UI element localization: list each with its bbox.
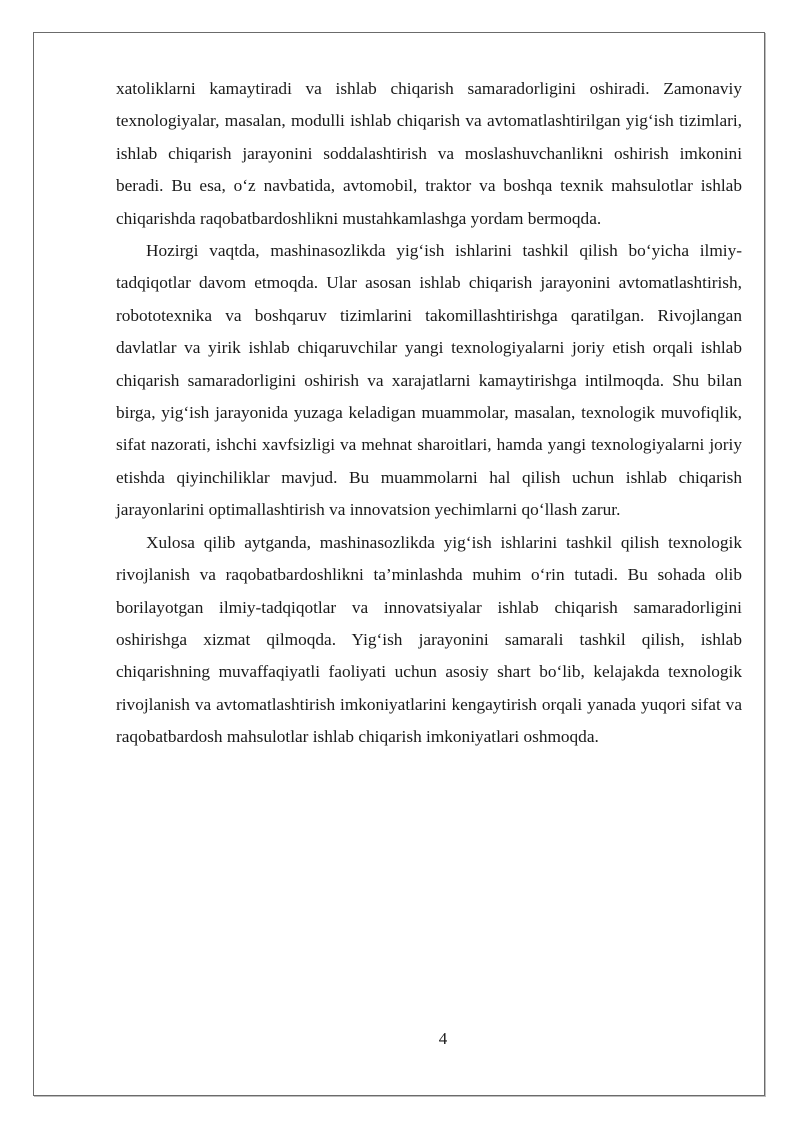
document-body [116, 73, 742, 754]
paragraph-research: Hozirgi vaqtda, mashinasozlikda yig‘ish ishlarini tashkil qilish bo‘yicha ilmiy-tadqiqotlar davom etmoqda. Ular asosan ishlab chiqarish jarayonini avtomatlashtirish, robototexnika va boshqaruv tizimlarini takomillashtirishga qaratilgan. Rivojlangan davlatlar va yirik ishlab chiqaruvchilar yangi texnologiyalarni joriy etish orqali ishlab chiqarish samaradorligini oshirish va xarajatlarni kamaytirishga intilmoqda. Shu bilan birga, yig‘ish jarayonida yuzaga keladigan muammolar, masalan, texnologik muvofiqlik, sifat nazorati, ishchi xavfsizligi va mehnat sharoitlari, hamda yangi texnologiyalarni joriy etishda qiyinchiliklar mavjud. Bu muammolarni hal qilish uchun ishlab chiqarish jarayonlarini optimallashtirish va innovatsion yechimlarni qo‘llash zarur. [116, 241, 742, 520]
page-number: 4 [438, 1029, 448, 1048]
paragraph-continuation: xatoliklarni kamaytiradi va ishlab chiqarish samaradorligini oshiradi. Zamonaviy texnologiyalar, masalan, modulli ishlab chiqarish va avtomatlashtirilgan yig‘ish tizimlari, ishlab chiqarish jarayonini soddalashtirish va moslashuvchanlikni oshirish imkonini beradi. Bu esa, o‘z navbatida, avtomobil, traktor va boshqa texnik mahsulotlar ishlab chiqarishda raqobatbardoshlikni mustahkamlashga yordam bermoqda. [116, 79, 742, 228]
paragraph-conclusion: Xulosa qilib aytganda, mashinasozlikda yig‘ish ishlarini tashkil qilish texnologik rivojlanish va raqobatbardoshlikni ta’minlashda muhim o‘rin tutadi. Bu sohada olib borilayotgan ilmiy-tadqiqotlar va innovatsiyalar ishlab chiqarish samaradorligini oshirishga xizmat qilmoqda. Yig‘ish jarayonini samarali tashkil qilish, ishlab chiqarishning muvaffaqiyatli faoliyati uchun asosiy shart bo‘lib, kelajakda texnologik rivojlanish va avtomatlashtirish imkoniyatlarini kengaytirish orqali yanada yuqori sifat va raqobatbardosh mahsulotlar ishlab chiqarish imkoniyatlari oshmoqda. [116, 532, 742, 747]
